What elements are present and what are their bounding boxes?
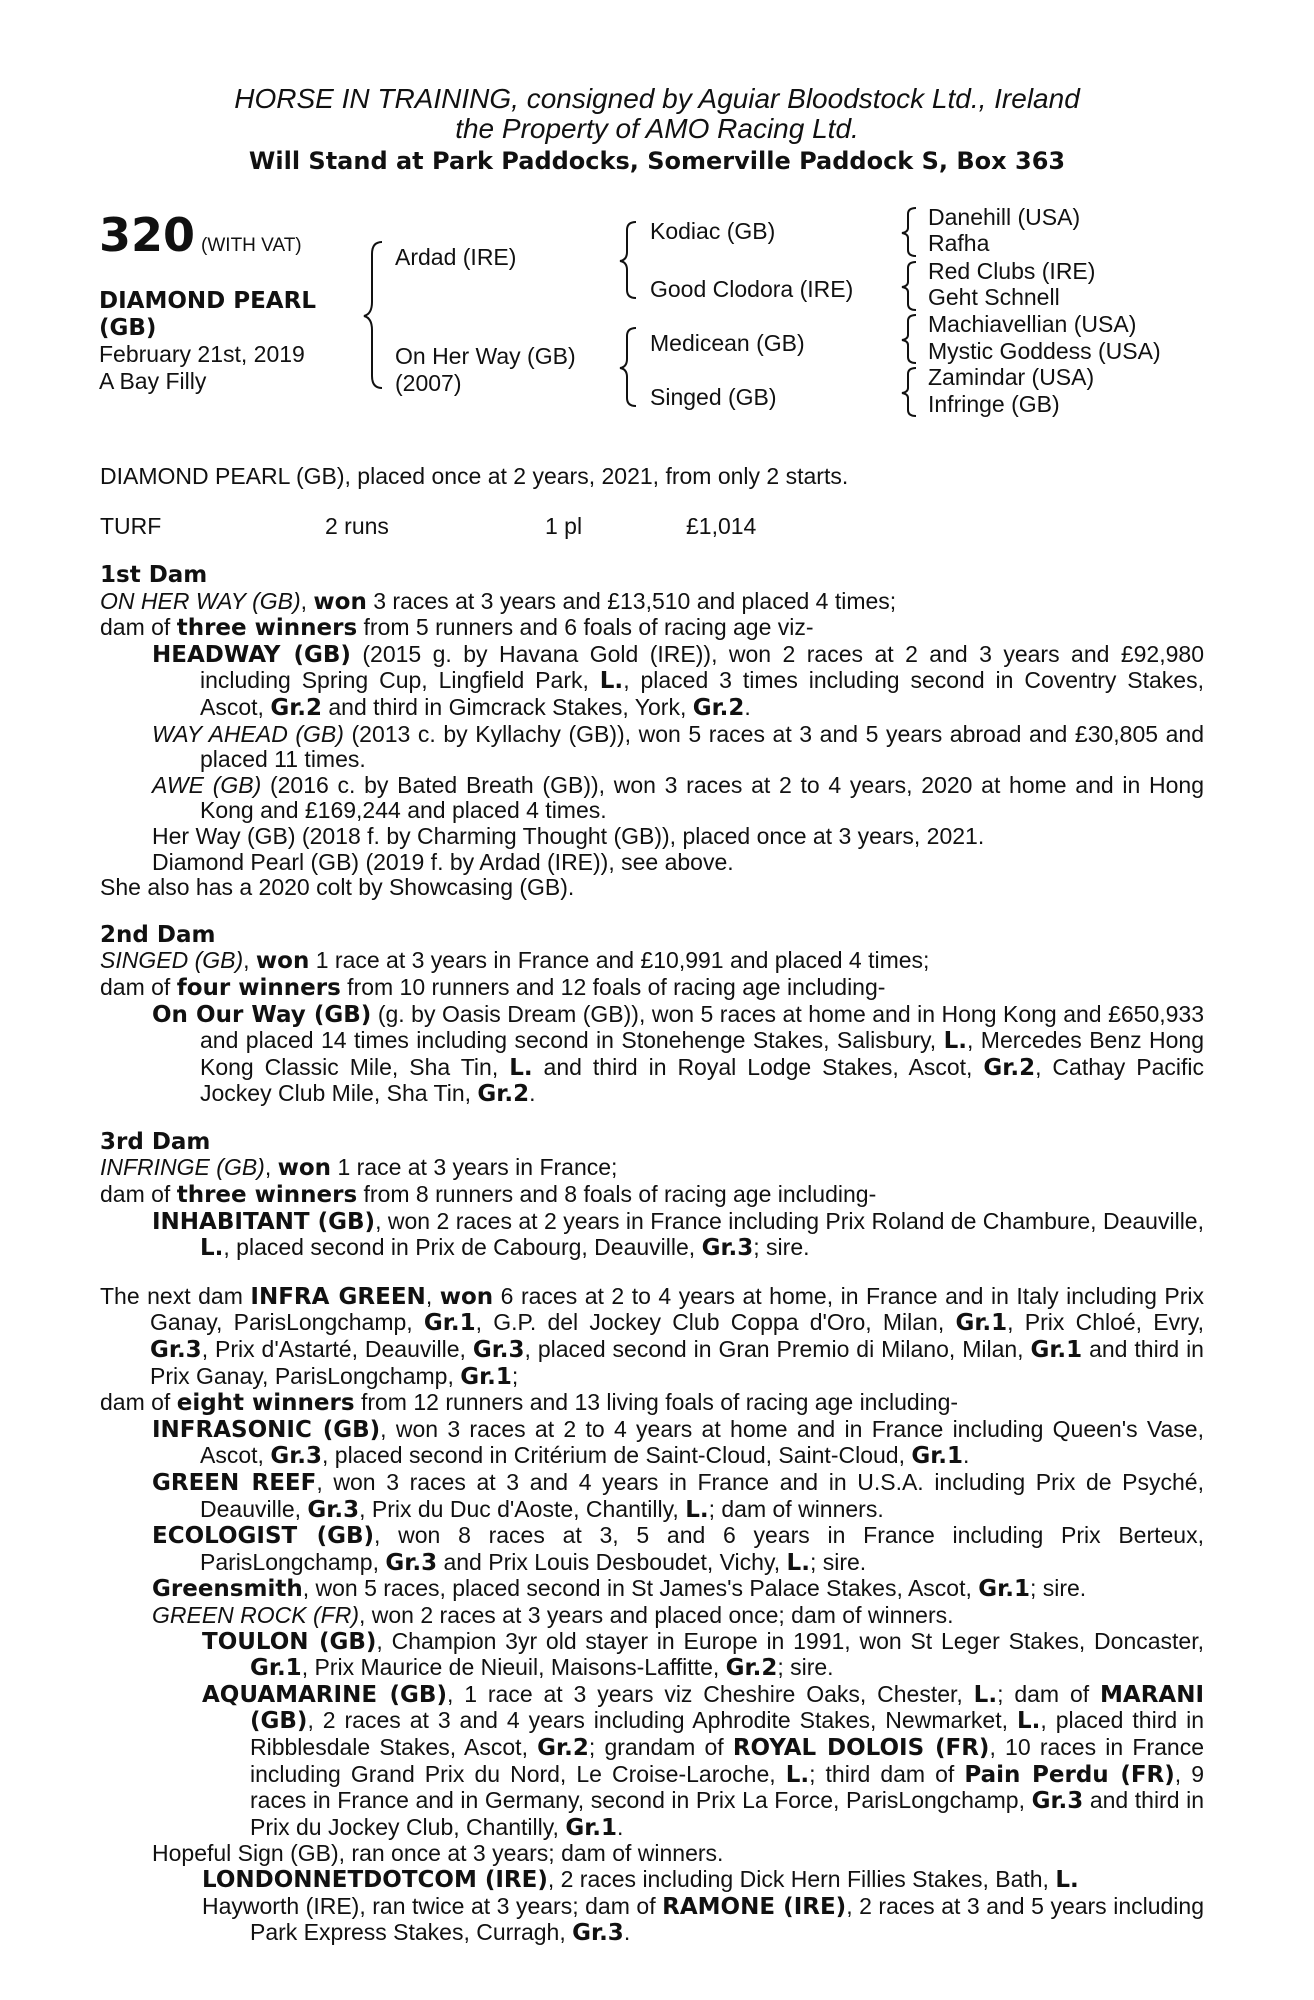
produce-hopeful-sign: Hopeful Sign (GB), ran once at 3 years; dam of winners. bbox=[152, 1840, 724, 1867]
brace-gen1 bbox=[360, 240, 390, 390]
second-dam-produce-line: dam of four winners from 10 runners and 12 foals of racing age including- bbox=[100, 973, 886, 1001]
pedigree-gen3-8: Infringe (GB) bbox=[928, 391, 1060, 417]
pedigree-sire-sire: Kodiac (GB) bbox=[650, 218, 776, 244]
produce-diamond-pearl: Diamond Pearl (GB) (2019 f. by Ardad (IRE)), see above. bbox=[152, 848, 734, 875]
third-dam-line: INFRINGE (GB), won 1 race at 3 years in France; bbox=[100, 1154, 618, 1182]
produce-green-reef: GREEN REEF, won 3 races at 3 and 4 years in France and in U.S.A. including Prix de Psyché, Deauville, Gr.3, Prix du Duc d'Aoste, Chantilly, L.; dam of winners. bbox=[152, 1469, 1204, 1523]
pedigree-gen3-3: Red Clubs (IRE) bbox=[928, 258, 1096, 284]
record-earnings: £1,014 bbox=[686, 513, 757, 539]
property-line: the Property of AMO Racing Ltd. bbox=[455, 113, 859, 144]
produce-way-ahead: WAY AHEAD (GB) (2013 c. by Kyllachy (GB)), won 5 races at 3 and 5 years abroad and £30,805 and placed 11 times. bbox=[152, 720, 1204, 773]
produce-hayworth: Hayworth (IRE), ran twice at 3 years; dam of RAMONE (IRE), 2 races at 3 and 5 years including Park Express Stakes, Curragh, Gr.3. bbox=[202, 1892, 1204, 1947]
horse-name: DIAMOND PEARL bbox=[99, 288, 316, 314]
pedigree-gen3-1: Danehill (USA) bbox=[928, 204, 1081, 230]
record-runs: 2 runs bbox=[325, 513, 389, 539]
second-dam-section bbox=[100, 923, 1204, 1108]
produce-2020-colt: She also has a 2020 colt by Showcasing (GB). bbox=[100, 874, 575, 901]
record-placed: 1 pl bbox=[545, 513, 583, 539]
brace-gen3-1 bbox=[898, 206, 922, 258]
horse-description: A Bay Filly bbox=[99, 368, 207, 394]
first-dam-line: ON HER WAY (GB), won 3 races at 3 years and £13,510 and placed 4 times; bbox=[100, 587, 897, 615]
record-surface: TURF bbox=[100, 513, 162, 539]
produce-londonnetdotcom: LONDONNETDOTCOM (IRE), 2 races including Dick Hern Fillies Stakes, Bath, L. bbox=[202, 1865, 1079, 1893]
racing-summary: DIAMOND PEARL (GB), placed once at 2 years, 2021, from only 2 starts. bbox=[100, 463, 849, 489]
third-dam-section bbox=[100, 1130, 1204, 1262]
pedigree-dam-sire: Medicean (GB) bbox=[650, 330, 805, 356]
produce-her-way: Her Way (GB) (2018 f. by Charming Thought (GB)), placed once at 3 years, 2021. bbox=[152, 822, 985, 849]
pedigree-gen3-6: Mystic Goddess (USA) bbox=[928, 338, 1161, 364]
lot-number: 320 bbox=[99, 208, 196, 262]
consignor-line: HORSE IN TRAINING, consigned by Aguiar Bloodstock Ltd., Ireland bbox=[234, 83, 1080, 114]
produce-headway: HEADWAY (GB) (2015 g. by Havana Gold (IRE)), won 2 races at 2 and 3 years and £92,980 including Spring Cup, Lingfield Park, L., placed 3 times including second in Coventry Stakes, Ascot, Gr.2 and third in Gimcrack Stakes, York, Gr.2. bbox=[152, 640, 1204, 721]
pedigree-gen3-5: Machiavellian (USA) bbox=[928, 311, 1137, 337]
first-dam-section bbox=[100, 563, 1204, 901]
first-dam-heading: 1st Dam bbox=[100, 562, 208, 588]
produce-greensmith: Greensmith, won 5 races, placed second in St James's Palace Stakes, Ascot, Gr.1; sire. bbox=[152, 1575, 1087, 1603]
brace-dam bbox=[616, 326, 642, 408]
produce-inhabitant: INHABITANT (GB), won 2 races at 2 years in France including Prix Roland de Chambure, Deauville, L., placed second in Prix de Cabourg, Deauville, Gr.3; sire. bbox=[152, 1207, 1204, 1262]
produce-awe: AWE (GB) (2016 c. by Bated Breath (GB)), won 3 races at 2 to 4 years, 2020 at home and in Hong Kong and £169,244 and placed 4 times. bbox=[152, 771, 1204, 824]
vat-label: (WITH VAT) bbox=[201, 235, 302, 256]
second-dam-line: SINGED (GB), won 1 race at 3 years in France and £10,991 and placed 4 times; bbox=[100, 947, 930, 975]
pedigree-gen3-7: Zamindar (USA) bbox=[928, 364, 1095, 390]
produce-ecologist: ECOLOGIST (GB), won 8 races at 3, 5 and 6 years in France including Prix Berteux, ParisLongchamp, Gr.3 and Prix Louis Desboudet, Vichy, L.; sire. bbox=[152, 1522, 1204, 1576]
stand-location: Will Stand at Park Paddocks, Somerville Paddock S, Box 363 bbox=[248, 147, 1066, 175]
next-dam-line: The next dam INFRA GREEN, won 6 races at 2 to 4 years at home, in France and in Italy including Prix Ganay, ParisLongchamp, Gr.1, G.P. del Jockey Club Coppa d'Oro, Milan, Gr.1, Prix Chloé, Evry, Gr.3, Prix d'Astarté, Deauville, Gr.3, placed second in Gran Premio di Milano, Milan, Gr.1 and third in Prix Ganay, ParisLongchamp, Gr.1; bbox=[100, 1282, 1204, 1390]
pedigree-dam-dam: Singed (GB) bbox=[650, 384, 777, 410]
pedigree-gen3-4: Geht Schnell bbox=[928, 284, 1060, 310]
pedigree-dam: On Her Way (GB) bbox=[395, 343, 576, 369]
lot-number-line bbox=[99, 208, 302, 262]
third-dam-heading: 3rd Dam bbox=[100, 1128, 211, 1155]
brace-gen3-4 bbox=[898, 366, 922, 418]
second-dam-heading: 2nd Dam bbox=[100, 921, 216, 948]
pedigree-sire-dam: Good Clodora (IRE) bbox=[650, 276, 854, 302]
pedigree-sire: Ardad (IRE) bbox=[395, 244, 517, 270]
next-dam-section bbox=[100, 1284, 1204, 1947]
produce-aquamarine: AQUAMARINE (GB), 1 race at 3 years viz Cheshire Oaks, Chester, L.; dam of MARANI (GB), 2 races at 3 and 4 years including Aphrodite Stakes, Newmarket, L., placed third in Ribblesdale Stakes, Ascot, Gr.2; grandam of ROYAL DOLOIS (FR), 10 races in France including Grand Prix du Nord, Le Croise-Laroche, L.; third dam of Pain Perdu (FR), 9 races in France and in Germany, second in Prix La Force, ParisLongchamp, Gr.3 and third in Prix du Jockey Club, Chantilly, Gr.1. bbox=[202, 1680, 1205, 1841]
horse-country: (GB) bbox=[99, 315, 157, 341]
brace-sire bbox=[616, 220, 642, 300]
produce-on-our-way: On Our Way (GB) (g. by Oasis Dream (GB)), won 5 races at home and in Hong Kong and £650,933 and placed 14 times including second in Stonehenge Stakes, Salisbury, L., Mercedes Benz Hong Kong Classic Mile, Sha Tin, L. and third in Royal Lodge Stakes, Ascot, Gr.2, Cathay Pacific Jockey Club Mile, Sha Tin, Gr.2. bbox=[152, 1000, 1205, 1108]
brace-gen3-2 bbox=[898, 260, 922, 312]
sale-header bbox=[0, 84, 1314, 176]
produce-infrasonic: INFRASONIC (GB), won 3 races at 2 to 4 years at home and in France including Queen's Vase, Ascot, Gr.3, placed second in Critérium de Saint-Cloud, Saint-Cloud, Gr.1. bbox=[152, 1415, 1204, 1470]
pedigree-dam-year: (2007) bbox=[395, 370, 462, 396]
pedigree-gen3-2: Rafha bbox=[928, 230, 990, 256]
brace-gen3-3 bbox=[898, 313, 922, 365]
next-dam-produce-line: dam of eight winners from 12 runners and 13 living foals of racing age including- bbox=[100, 1389, 959, 1417]
catalogue-body bbox=[100, 563, 1204, 1947]
produce-green-rock: GREEN ROCK (FR), won 2 races at 3 years and placed once; dam of winners. bbox=[152, 1601, 954, 1628]
third-dam-produce-line: dam of three winners from 8 runners and 8 foals of racing age including- bbox=[100, 1181, 877, 1209]
first-dam-produce-line: dam of three winners from 5 runners and 6 foals of racing age viz- bbox=[100, 614, 814, 642]
horse-dob: February 21st, 2019 bbox=[99, 341, 305, 367]
produce-toulon: TOULON (GB), Champion 3yr old stayer in Europe in 1991, won St Leger Stakes, Doncaster, Gr.1, Prix Maurice de Nieuil, Maisons-Laffitte, Gr.2; sire. bbox=[202, 1627, 1204, 1682]
